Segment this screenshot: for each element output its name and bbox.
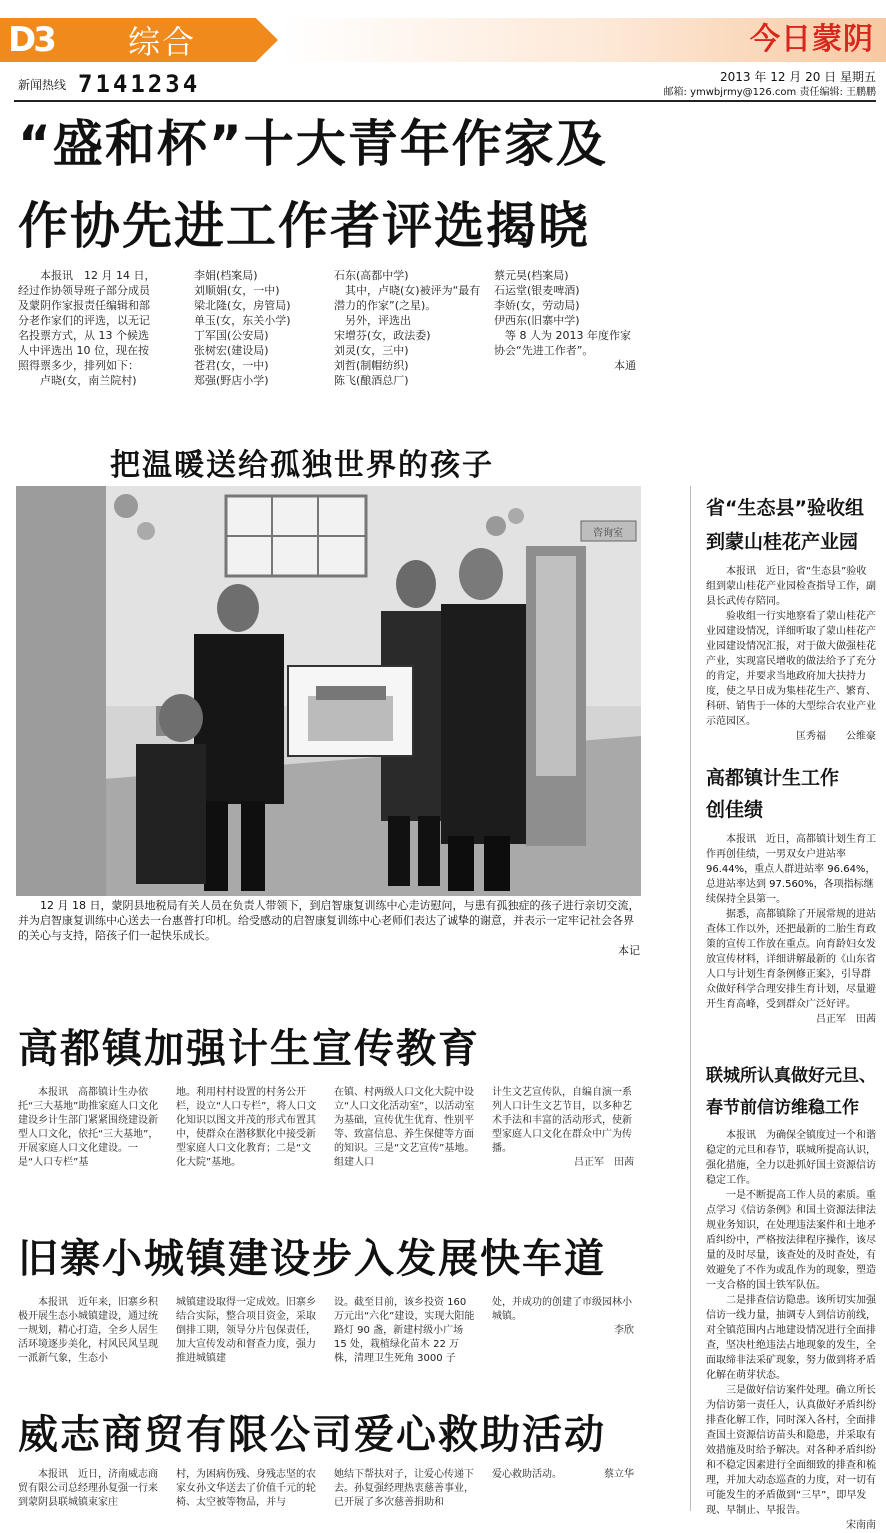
- winner-name: 蔡元昊(档案局): [494, 269, 569, 282]
- sidebar-story-1-body: [706, 564, 876, 744]
- headline-line-1: “盛和杯”十大青年作家及: [18, 115, 608, 173]
- news-photo: [16, 486, 641, 896]
- winner-name: 刘顺娟(女，一中): [194, 284, 280, 297]
- article4-paragraph: 爱心救助活动。: [492, 1469, 562, 1480]
- article3-paragraph: 处，并成功的创建了市级园林小城镇。: [492, 1297, 632, 1322]
- door-sign: 咨询室: [593, 528, 623, 539]
- winner-name: 石运堂(银麦啤酒): [494, 284, 580, 297]
- article3-byline: 李欣: [614, 1325, 634, 1336]
- article1-paragraph: 另外，评选出: [345, 314, 411, 327]
- article1-byline: 本通: [614, 359, 636, 372]
- article1-col4: [494, 268, 636, 373]
- header-rule: [14, 100, 876, 102]
- winner-name: 单玉(女，东关小学): [194, 314, 291, 327]
- column-divider: [690, 486, 691, 1511]
- sidebar-story-3-body: [706, 1128, 876, 1533]
- article4-col3: 她结下帮扶对子，让爱心传递下去。孙复强经理热衷慈善事业，已开展了多次慈善捐助和: [334, 1469, 474, 1508]
- sidebar-paragraph: 本报讯 为确保全镇度过一个和谐稳定的元旦和春节，联城所提高认识，强化措施，全力以赴抓好国土资源信访稳定工作。: [706, 1130, 876, 1186]
- winner-name: 宋增芬(女，政法委): [334, 329, 431, 342]
- caption-text: 12 月 18 日，蒙阴县地税局有关人员在负责人带领下，到启智康复训练中心走访慰问，与患有孤独症的孩子进行亲切交流，并为启智康复训练中心送去一台惠普打印机。给受感动的启智康复训练中心老师们表达了诚挚的谢意，并表示一定牢记社会各界的关心与支持，陪孩子们一起快乐成长。: [18, 899, 640, 942]
- article2-paragraph: 计生文艺宣传队，自编自演一系列人口计生文艺节目，以多种艺术手法和丰富的活动形式，使新型家庭人口文化在群众中广为传播。: [492, 1087, 632, 1154]
- page-code: D3: [8, 20, 54, 60]
- article4-col2: 村，为困病伤残、身残志坚的农家女孙文华送去了价值千元的轮椅、太空被等物品，并与: [176, 1469, 316, 1508]
- newspaper-logo: 今日蒙阴: [750, 22, 874, 57]
- article4-col4: [492, 1468, 634, 1482]
- article3-col3: 设。截至目前，该乡投资 160 万元出“六化”建设，实现大阳能路灯 90 盏，新建村级小广场 15 处，栽植绿化苗木 22 万株，清理卫生死角 3000 子: [334, 1297, 475, 1364]
- sidebar-story-2-body: [706, 832, 876, 1027]
- winner-name: 石东(高都中学): [334, 269, 409, 282]
- article4-byline: 蔡立华: [604, 1469, 634, 1480]
- headline-line-2: 作协先进工作者评选揭晓: [18, 197, 590, 255]
- article3-col4: [492, 1296, 634, 1338]
- sidebar-paragraph: 本报讯 近日，高都镇计划生育工作再创佳绩，一男双女户进站率 96.44%，重点人群进站率 96.64%，总进站率达到 97.560%，各项指标继续保持全县第一。: [706, 834, 876, 905]
- article1-paragraph: 等 8 人为 2013 年度作家协会“先进工作者”。: [494, 329, 631, 357]
- winner-name: 陈飞(酿酒总厂): [334, 374, 409, 387]
- article1-col3: [334, 268, 484, 388]
- article4-title: 威志商贸有限公司爱心救助活动: [18, 1412, 606, 1458]
- article2-byline: 吕正军 田茜: [574, 1157, 634, 1168]
- article1-paragraph: 本报讯 12 月 14 日，经过作协领导班子部分成员及蒙阴作家报责任编辑和部分老作家们的评选，以无记名投票方式，从 13 个候选人中评选出 10 位，现在按照得票多少，排列如下：: [18, 269, 156, 372]
- photo-story-title: 把温暖送给孤独世界的孩子: [110, 448, 494, 483]
- winner-name: 李娟(档案局): [194, 269, 258, 282]
- article3-col1: 本报讯 近年来，旧寨乡积极开展生态小城镇建设，通过统一规划，精心打造，全乡人居生活环境逐步美化，村风民风呈现一派新气象，生态小: [18, 1297, 158, 1364]
- news-photo-drawing: [16, 486, 641, 896]
- editor-credits: 邮箱: ymwbjrmy@126.com 责任编辑: 王鹏鹏: [663, 87, 876, 98]
- winner-name: 梁北隆(女，房管局): [194, 299, 291, 312]
- article4-col1: 本报讯 近日，济南威志商贸有限公司总经理孙复强一行来到蒙阴县联城镇束家庄: [18, 1469, 158, 1508]
- sidebar-story-1-title-line-2: 到蒙山桂花产业园: [706, 531, 859, 553]
- section-name: 综合: [128, 23, 197, 61]
- sidebar-paragraph: 验收组一行实地察看了蒙山桂花产业园建设情况，详细听取了蒙山桂花产业园建设情况汇报，对于做大做强桂花产业，实现富民增收的做法给予了充分的肯定，并要求当地政府加大扶持力度，使之早日成为集桂花生产、繁育、科研、销售于一体的大型综合农业产业示范园区。: [706, 611, 876, 727]
- winner-name: 苍君(女，一中): [194, 359, 269, 372]
- sidebar-byline: 匡秀福 公维豪: [796, 731, 876, 742]
- article2-col2: 地。利用村村设置的村务公开栏，设立“人口专栏”，将人口文化知识以图文并茂的形式布置其中，使群众在潜移默化中接受新型家庭人口文化教育；二是“文化大院”基地。: [176, 1087, 317, 1168]
- winner-name: 伊西东(旧寨中学): [494, 314, 580, 327]
- article1-col1: [18, 268, 158, 388]
- sidebar-paragraph: 本报讯 近日，省“生态县”验收组到蒙山桂花产业园检查指导工作，副县长武传存陪同。: [706, 566, 876, 607]
- winner-name: 丁军国(公安局): [194, 329, 269, 342]
- winner-name: 李娇(女，劳动局): [494, 299, 580, 312]
- sidebar-story-1-title-line-1: 省“生态县”验收组: [706, 497, 864, 519]
- issue-date: 2013 年 12 月 20 日 星期五: [720, 70, 876, 84]
- hotline-label: 新闻热线: [18, 78, 67, 92]
- sidebar-story-2-title-line-1: 高都镇计生工作: [706, 767, 840, 789]
- sidebar-byline: 宋南南: [846, 1520, 876, 1531]
- sidebar-story-3-title-line-1: 联城所认真做好元旦、: [706, 1066, 876, 1086]
- article2-col1: 本报讯 高都镇计生办依托“三大基地”助推家庭人口文化建设乡计生部门紧紧围绕建设新型人口文化，依托“三大基地”，开展家庭人口文化建设。一是“人口专栏”基: [18, 1087, 159, 1168]
- article3-col2: 城镇建设取得一定成效。旧寨乡结合实际，整合项目资金，采取倒排工期，领导分片包保责任，加大宣传发动和督查力度，强力推进城镇建: [176, 1297, 316, 1364]
- winner-name: 张树宏(建设局): [194, 344, 269, 357]
- hotline-number: 7141234: [78, 70, 201, 98]
- sidebar-paragraph: 三是做好信访案件处理。确立所长为信访第一责任人，认真做好矛盾纠纷排查化解工作，同时深入各村，全面排查国土资源信访苗头和隐患，并采取有效措施及时给予解决。对各种矛盾纠纷和不稳定因素进行全面细致的排查和梳理，并加大动态巡查的力度，对一切有可能发生的矛盾做到“三早”，即早发现、早制止、早报告。: [706, 1385, 876, 1516]
- sidebar-paragraph: 据悉，高都镇除了开展常规的进站查体工作以外，还把最新的二胎生育政策的宣传工作放在重点。向育龄妇女发放宣传材料，详细讲解最新的《山东省人口与计划生育条例修正案》，引导群众做好科学合理安排生育计划，尽量避开生育高峰，受到群众广泛好评。: [706, 909, 876, 1010]
- sidebar-story-2-title-line-2: 创佳绩: [706, 799, 764, 821]
- article1-col2: [194, 268, 324, 388]
- article3-title: 旧寨小城镇建设步入发展快车道: [18, 1236, 606, 1282]
- winner-name: 刘灵(女，三中): [334, 344, 409, 357]
- sidebar-paragraph: 一是不断提高工作人员的素质。重点学习《信访条例》和国土资源法律法规业务知识，在处理违法案件和土地矛盾纠纷中，严格按法律程序操作，该尽量的及时尽量，该查处的及时查处，有效避免了不作为或乱作为的现象，塑造一支合格的国土铁军队伍。: [706, 1190, 876, 1291]
- caption-byline: 本记: [618, 944, 640, 957]
- sidebar-byline: 吕正军 田茜: [816, 1014, 876, 1025]
- article1-paragraph: 卢晓(女，南兰院村): [40, 374, 137, 387]
- sidebar-paragraph: 二是排查信访隐患。该所切实加强信访一线力量，抽调专人到信访前线，对全镇范围内占地建设情况进行全面排查，坚决杜绝违法占地现象的发生，全面取缔非法采矿现象，努力做到将矛盾化解在萌芽状态。: [706, 1295, 876, 1381]
- article1-paragraph: 其中，卢晓(女)被评为“最有潜力的作家”(之星)。: [334, 284, 481, 312]
- sidebar-story-3-title-line-2: 春节前信访维稳工作: [706, 1098, 859, 1118]
- winner-name: 刘哲(制帽纺织): [334, 359, 409, 372]
- winner-name: 郑强(野店小学): [194, 374, 269, 387]
- article2-title: 高都镇加强计生宣传教育: [18, 1026, 480, 1072]
- article2-col3: 在镇、村两级人口文化大院中设立“人口文化活动室”，以活动室为基础，宣传优生优育、性别平等、致富信息、养生保健等方面的知识。三是“文艺宣传”基地。组建人口: [334, 1087, 475, 1168]
- article2-col4: [492, 1086, 634, 1170]
- photo-caption: [18, 898, 640, 958]
